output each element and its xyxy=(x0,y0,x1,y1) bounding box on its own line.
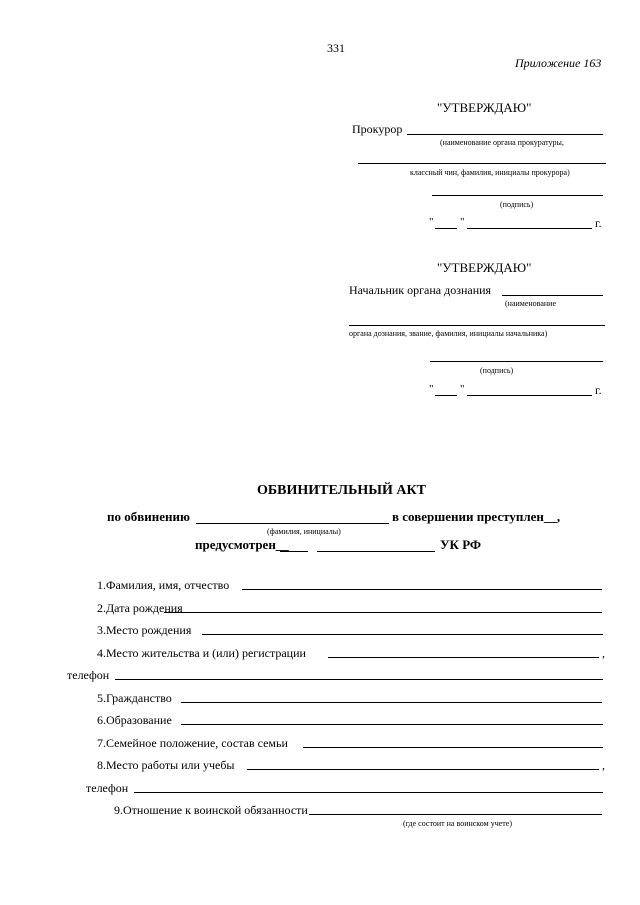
field-citizenship xyxy=(97,690,602,706)
caption-signature: (подпись) xyxy=(480,366,514,375)
caption-military: (где состоит на воинском учете) xyxy=(403,819,512,828)
field-label: 4.Место жительства и (или) регистрации xyxy=(97,646,306,660)
field-label: 6.Образование xyxy=(97,713,172,727)
field-birth-date xyxy=(97,600,602,616)
comma: , xyxy=(602,646,605,660)
field-line[interactable] xyxy=(328,657,599,658)
field-line[interactable] xyxy=(181,702,602,703)
appendix-label: Приложение 163 xyxy=(515,56,602,70)
inquiry-head-line[interactable] xyxy=(502,295,603,296)
article-part-line[interactable] xyxy=(280,551,308,552)
field-family-status xyxy=(97,735,603,751)
field-label: телефон xyxy=(67,668,110,682)
field-label: 1.Фамилия, имя, отчество xyxy=(97,578,230,592)
field-line[interactable] xyxy=(181,724,603,725)
approval-heading: "УТВЕРЖДАЮ" xyxy=(437,100,532,115)
caption-inquiry-org-rank: органа дознания, звание, фамилия, инициалы начальника) xyxy=(349,329,548,338)
prosecutor-line[interactable] xyxy=(407,134,603,135)
month-year-line[interactable] xyxy=(467,228,592,229)
field-label: 9.Отношение к воинской обязанности xyxy=(114,803,308,817)
field-line[interactable] xyxy=(164,612,602,613)
inquiry-head-label: Начальник органа дознания xyxy=(349,283,492,297)
field-label: 7.Семейное положение, состав семьи xyxy=(97,736,288,750)
field-full-name xyxy=(97,577,602,593)
article-line[interactable] xyxy=(317,551,435,552)
caption-prosecutor-rank: классный чин, фамилия, инициалы прокурора) xyxy=(410,168,570,177)
quote-close: " xyxy=(460,383,465,395)
quote-open: " xyxy=(429,216,434,228)
field-line[interactable] xyxy=(202,634,603,635)
caption-prosecution-org: (наименование органа прокуратуры, xyxy=(440,138,564,147)
field-label: 5.Гражданство xyxy=(97,691,172,705)
field-education xyxy=(97,712,603,728)
signature-line[interactable] xyxy=(430,361,603,362)
charge-prefix: по обвинению xyxy=(107,509,190,524)
month-year-line[interactable] xyxy=(467,395,592,396)
caption-fio: (фамилия, инициалы) xyxy=(267,527,341,536)
day-line[interactable] xyxy=(435,228,457,229)
field-line[interactable] xyxy=(309,814,602,815)
provided-suffix: УК РФ xyxy=(440,537,482,552)
inquiry-head-name-line[interactable] xyxy=(349,325,605,326)
charge-suffix: в совершении преступлен__, xyxy=(392,509,561,524)
field-residence xyxy=(97,645,607,661)
comma: , xyxy=(602,758,605,772)
provided-prefix: предусмотрен__ xyxy=(195,537,289,552)
prosecutor-label: Прокурор xyxy=(352,122,403,136)
caption-name: (наименование xyxy=(505,299,557,308)
approval-heading: "УТВЕРЖДАЮ" xyxy=(437,260,532,275)
accused-name-line[interactable] xyxy=(196,523,389,524)
field-line[interactable] xyxy=(247,769,599,770)
prosecutor-name-line[interactable] xyxy=(358,163,606,164)
field-military-duty xyxy=(114,802,602,818)
year-suffix: г. xyxy=(595,216,602,230)
field-line[interactable] xyxy=(242,589,602,590)
field-line[interactable] xyxy=(115,679,603,680)
field-work-study xyxy=(97,757,607,773)
field-label: телефон xyxy=(86,781,129,795)
year-suffix: г. xyxy=(595,383,602,397)
signature-line[interactable] xyxy=(432,195,603,196)
quote-open: " xyxy=(429,383,434,395)
field-line[interactable] xyxy=(134,792,603,793)
document-title: ОБВИНИТЕЛЬНЫЙ АКТ xyxy=(257,483,426,498)
quote-close: " xyxy=(460,216,465,228)
field-label: 8.Место работы или учебы xyxy=(97,758,235,772)
caption-signature: (подпись) xyxy=(500,200,534,209)
field-line[interactable] xyxy=(303,747,603,748)
field-phone-2 xyxy=(86,780,603,796)
page-number: 331 xyxy=(327,41,345,55)
field-birth-place xyxy=(97,622,603,638)
field-phone-1 xyxy=(67,667,603,683)
day-line[interactable] xyxy=(435,395,457,396)
field-label: 2.Дата рождения xyxy=(97,601,183,615)
field-label: 3.Место рождения xyxy=(97,623,192,637)
